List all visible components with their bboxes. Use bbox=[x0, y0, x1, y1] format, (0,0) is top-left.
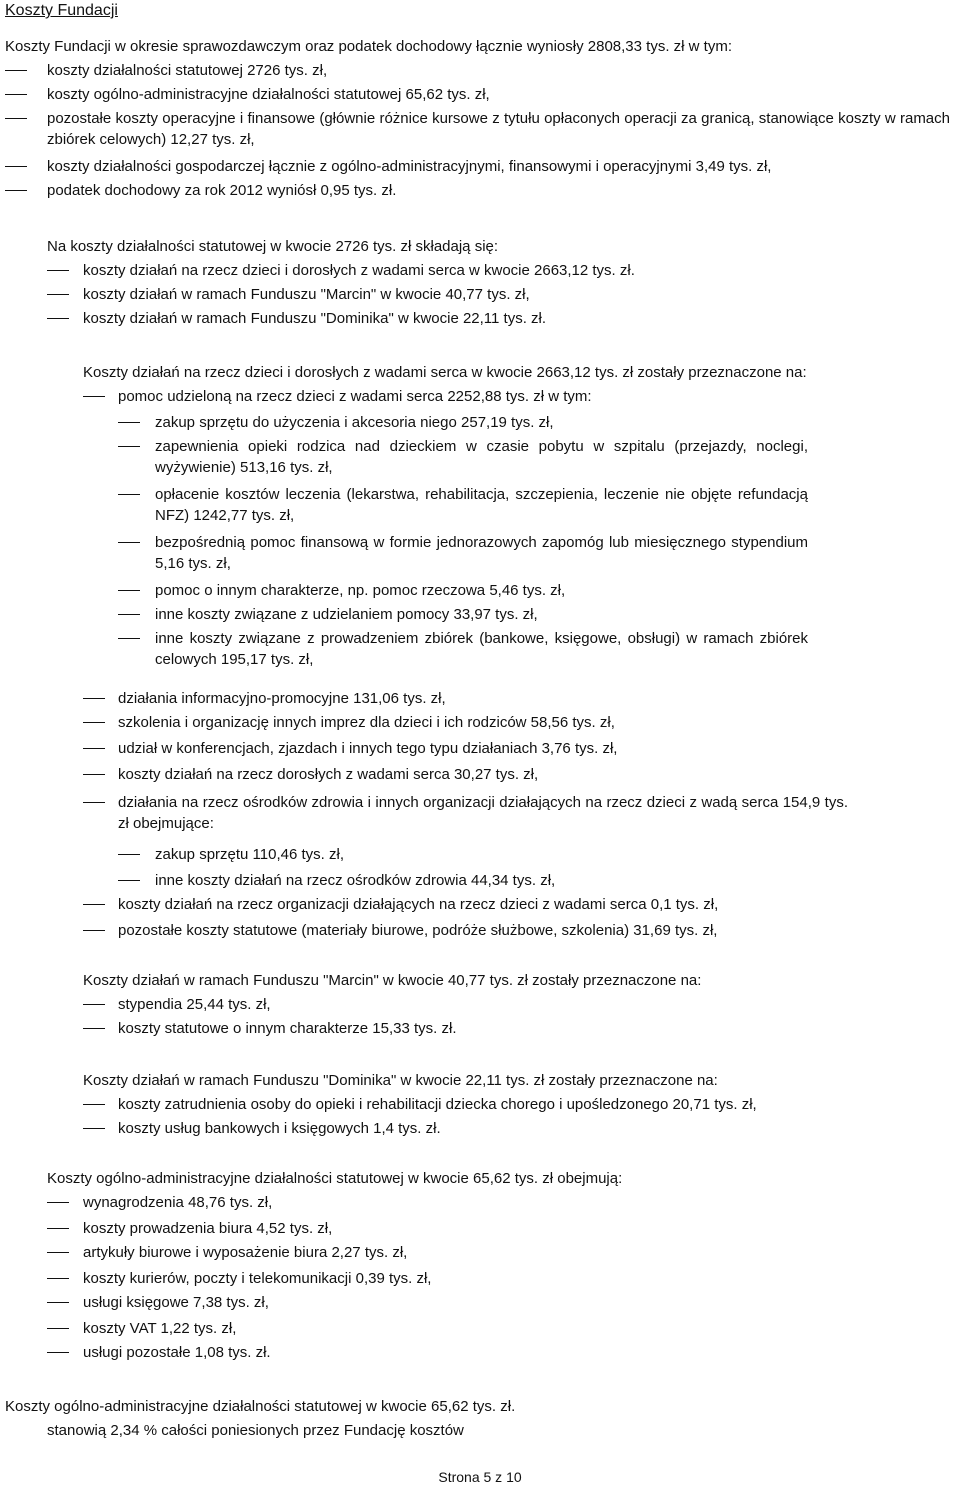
list-item bbox=[83, 386, 840, 410]
dash-bullet-icon bbox=[83, 930, 105, 931]
list-item-text: koszty działań na rzecz dzieci i dorosłych z wadami serca w kwocie 2663,12 tys. zł. bbox=[83, 262, 635, 279]
list-item-text: działania informacyjno-promocyjne 131,06 tys. zł, bbox=[118, 690, 446, 707]
list-item-text: artykuły biurowe i wyposażenie biura 2,27 tys. zł, bbox=[83, 1244, 408, 1261]
list-item bbox=[83, 712, 848, 738]
statutory-cost-list bbox=[47, 260, 875, 332]
list-item-text: inne koszty działań na rzecz ośrodków zdrowia 44,34 tys. zł, bbox=[155, 872, 556, 889]
dash-bullet-icon bbox=[118, 422, 140, 423]
list-item bbox=[118, 628, 808, 676]
marcin-list bbox=[83, 994, 840, 1042]
statutory-intro: Na koszty działalności statutowej w kwocie 2726 tys. zł składają się: bbox=[47, 238, 499, 255]
dash-bullet-icon bbox=[83, 802, 105, 803]
list-item-text: koszty działań na rzecz dorosłych z wadami serca 30,27 tys. zł, bbox=[118, 766, 539, 783]
dash-bullet-icon bbox=[5, 166, 27, 167]
list-item-text: działania na rzecz ośrodków zdrowia i innych organizacji działających na rzecz dzieci z wadą serca 154,9 tys. zł obejmujące: bbox=[118, 794, 848, 832]
list-item-text: koszty kurierów, poczty i telekomunikacji 0,39 tys. zł, bbox=[83, 1270, 432, 1287]
list-item bbox=[118, 484, 808, 532]
list-item bbox=[118, 532, 808, 580]
dash-bullet-icon bbox=[118, 854, 140, 855]
dash-bullet-icon bbox=[83, 774, 105, 775]
dash-bullet-icon bbox=[118, 880, 140, 881]
dash-bullet-icon bbox=[47, 1302, 69, 1303]
list-item bbox=[5, 108, 950, 156]
list-item-text: zapewnienia opieki rodzica nad dzieckiem w czasie pobytu w szpitalu (przejazdy, noclegi, wyżywienie) 513,16 tys. zł, bbox=[155, 438, 808, 476]
list-item-text: inne koszty związane z udzielaniem pomocy 33,97 tys. zł, bbox=[155, 606, 538, 623]
list-item-text: koszty statutowe o innym charakterze 15,33 tys. zł. bbox=[118, 1020, 457, 1037]
list-item-text: koszty ogólno-administracyjne działalności statutowej 65,62 tys. zł, bbox=[47, 86, 490, 103]
list-item-text: udział w konferencjach, zjazdach i innych tego typu działaniach 3,76 tys. zł, bbox=[118, 740, 618, 757]
list-item-text: pomoc o innym charakterze, np. pomoc rzeczowa 5,46 tys. zł, bbox=[155, 582, 566, 599]
list-item bbox=[118, 604, 808, 628]
dominika-list bbox=[83, 1094, 840, 1142]
list-item-text: koszty działań na rzecz organizacji działających na rzecz dzieci z wadami serca 0,1 tys. zł, bbox=[118, 896, 719, 913]
dash-bullet-icon bbox=[83, 904, 105, 905]
dash-bullet-icon bbox=[118, 446, 140, 447]
list-item-text: podatek dochodowy za rok 2012 wyniósł 0,95 tys. zł. bbox=[47, 182, 397, 199]
dash-bullet-icon bbox=[47, 1352, 69, 1353]
dash-bullet-icon bbox=[83, 722, 105, 723]
list-item bbox=[83, 1018, 840, 1042]
dash-bullet-icon bbox=[83, 748, 105, 749]
list-item-text: usługi księgowe 7,38 tys. zł, bbox=[83, 1294, 269, 1311]
list-item bbox=[47, 1218, 875, 1242]
list-item bbox=[83, 792, 848, 840]
list-item-text: opłacenie kosztów leczenia (lekarstwa, rehabilitacja, szczepienia, leczenie nie objęte refundacją NFZ) 1242,77 tys. zł, bbox=[155, 486, 808, 524]
list-item-text: wynagrodzenia 48,76 tys. zł, bbox=[83, 1194, 273, 1211]
list-item-text: koszty zatrudnienia osoby do opieki i rehabilitacji dziecka chorego i upośledzonego 20,71 tys. zł, bbox=[118, 1096, 757, 1113]
list-item-text: koszty prowadzenia biura 4,52 tys. zł, bbox=[83, 1220, 333, 1237]
list-item bbox=[47, 1342, 875, 1368]
dash-bullet-icon bbox=[5, 70, 27, 71]
section-heading: Koszty Fundacji bbox=[5, 2, 118, 19]
list-item bbox=[83, 1118, 840, 1142]
list-item bbox=[118, 870, 808, 894]
dash-bullet-icon bbox=[5, 118, 27, 119]
dash-bullet-icon bbox=[5, 94, 27, 95]
dash-bullet-icon bbox=[118, 494, 140, 495]
list-item-text: zakup sprzętu do użyczenia i akcesoria niego 257,19 tys. zł, bbox=[155, 414, 554, 431]
children-costs-list-end bbox=[83, 894, 848, 944]
dash-bullet-icon bbox=[118, 590, 140, 591]
list-item-text: koszty działań w ramach Funduszu "Marcin" w kwocie 40,77 tys. zł, bbox=[83, 286, 530, 303]
dash-bullet-icon bbox=[83, 1004, 105, 1005]
list-item-text: koszty VAT 1,22 tys. zł, bbox=[83, 1320, 237, 1337]
list-item-text: pozostałe koszty operacyjne i finansowe (głównie różnice kursowe z tytułu opłaconych operacji za granicą, stanowiące koszty w ramach zbiórek celowych) 12,27 tys. zł, bbox=[47, 110, 950, 148]
list-item bbox=[5, 84, 950, 108]
dash-bullet-icon bbox=[83, 1028, 105, 1029]
list-item bbox=[47, 284, 875, 308]
dash-bullet-icon bbox=[118, 542, 140, 543]
list-item-text: bezpośrednią pomoc finansową w formie jednorazowych zapomóg lub miesięcznego stypendium 5,16 tys. zł, bbox=[155, 534, 808, 572]
list-item bbox=[83, 764, 848, 788]
children-costs-list bbox=[83, 688, 848, 788]
dash-bullet-icon bbox=[47, 1202, 69, 1203]
health-item bbox=[83, 792, 848, 840]
dash-bullet-icon bbox=[47, 1228, 69, 1229]
dash-bullet-icon bbox=[47, 270, 69, 271]
dash-bullet-icon bbox=[47, 318, 69, 319]
list-item bbox=[118, 844, 808, 870]
health-sublist bbox=[118, 844, 808, 894]
list-item-text: pozostałe koszty statutowe (materiały biurowe, podróże służbowe, szkolenia) 31,69 tys. zł, bbox=[118, 922, 718, 939]
list-item bbox=[5, 156, 950, 180]
list-item bbox=[83, 920, 848, 944]
list-item-text: koszty działań w ramach Funduszu "Dominika" w kwocie 22,11 tys. zł. bbox=[83, 310, 547, 327]
list-item bbox=[47, 1292, 875, 1318]
aid-item bbox=[83, 386, 840, 410]
list-item bbox=[47, 1192, 875, 1218]
list-item bbox=[83, 994, 840, 1018]
dash-bullet-icon bbox=[83, 396, 105, 397]
list-item-text: koszty usług bankowych i księgowych 1,4 tys. zł. bbox=[118, 1120, 441, 1137]
list-item bbox=[83, 738, 848, 764]
dash-bullet-icon bbox=[47, 1278, 69, 1279]
list-item-text: zakup sprzętu 110,46 tys. zł, bbox=[155, 846, 344, 863]
summary-line-2: stanowią 2,34 % całości poniesionych przez Fundację kosztów bbox=[47, 1422, 464, 1439]
dash-bullet-icon bbox=[47, 294, 69, 295]
list-item bbox=[47, 1318, 875, 1342]
children-costs-intro: Koszty działań na rzecz dzieci i dorosłych z wadami serca w kwocie 2663,12 tys. zł zostały przeznaczone na: bbox=[83, 364, 807, 381]
list-item bbox=[5, 180, 950, 204]
list-item bbox=[47, 308, 875, 332]
list-item bbox=[47, 260, 875, 284]
intro-paragraph: Koszty Fundacji w okresie sprawozdawczym oraz podatek dochodowy łącznie wyniosły 2808,33 tys. zł w tym: bbox=[5, 38, 732, 55]
list-item bbox=[118, 580, 808, 604]
list-item bbox=[83, 688, 848, 712]
dash-bullet-icon bbox=[47, 1328, 69, 1329]
dash-bullet-icon bbox=[5, 190, 27, 191]
dash-bullet-icon bbox=[83, 1128, 105, 1129]
list-item-text: inne koszty związane z prowadzeniem zbiórek (bankowe, księgowe, obsługi) w ramach zbiórek celowych 195,17 tys. zł, bbox=[155, 630, 808, 668]
list-item-text: koszty działalności statutowej 2726 tys. zł, bbox=[47, 62, 328, 79]
list-item-text: szkolenia i organizację innych imprez dla dzieci i ich rodziców 58,56 tys. zł, bbox=[118, 714, 615, 731]
main-cost-list bbox=[5, 60, 950, 204]
dash-bullet-icon bbox=[47, 1252, 69, 1253]
list-item bbox=[83, 1094, 840, 1118]
list-item bbox=[118, 436, 808, 484]
list-item bbox=[118, 412, 808, 436]
list-item-text: koszty działalności gospodarczej łącznie z ogólno-administracyjnymi, finansowymi i operacyjnymi 3,49 tys. zł, bbox=[47, 158, 772, 175]
aid-sublist bbox=[118, 412, 808, 676]
dominika-intro: Koszty działań w ramach Funduszu "Dominika" w kwocie 22,11 tys. zł zostały przeznaczone na: bbox=[83, 1072, 718, 1089]
marcin-intro: Koszty działań w ramach Funduszu "Marcin" w kwocie 40,77 tys. zł zostały przeznaczone na: bbox=[83, 972, 702, 989]
list-item bbox=[5, 60, 950, 84]
list-item bbox=[47, 1242, 875, 1268]
admin-intro: Koszty ogólno-administracyjne działalności statutowej w kwocie 65,62 tys. zł obejmują: bbox=[47, 1170, 623, 1187]
admin-cost-list bbox=[47, 1192, 875, 1368]
dash-bullet-icon bbox=[83, 698, 105, 699]
list-item-text: usługi pozostałe 1,08 tys. zł. bbox=[83, 1344, 271, 1361]
list-item bbox=[83, 894, 848, 920]
dash-bullet-icon bbox=[118, 638, 140, 639]
page-number: Strona 5 z 10 bbox=[438, 1469, 522, 1485]
list-item-text: stypendia 25,44 tys. zł, bbox=[118, 996, 271, 1013]
list-item bbox=[47, 1268, 875, 1292]
dash-bullet-icon bbox=[118, 614, 140, 615]
list-item-text: pomoc udzieloną na rzecz dzieci z wadami serca 2252,88 tys. zł w tym: bbox=[118, 388, 592, 405]
summary-line-1: Koszty ogólno-administracyjne działalności statutowej w kwocie 65,62 tys. zł. bbox=[5, 1398, 516, 1415]
dash-bullet-icon bbox=[83, 1104, 105, 1105]
